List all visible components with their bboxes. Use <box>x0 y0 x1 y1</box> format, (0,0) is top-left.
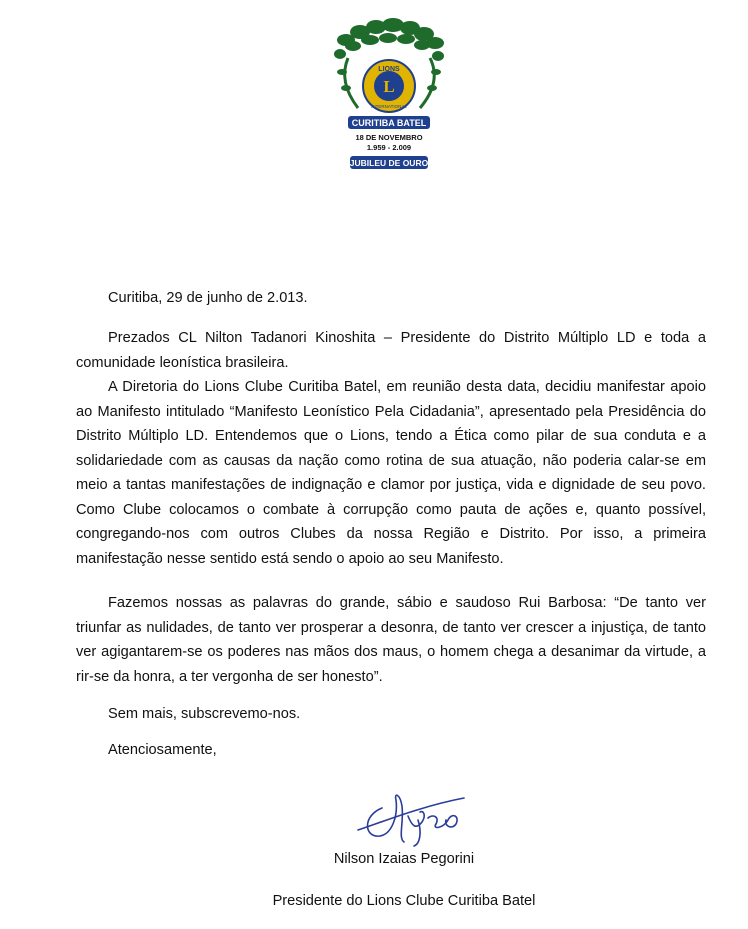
signer-title: Presidente do Lions Clube Curitiba Batel <box>272 893 536 909</box>
svg-text:INTERNATIONAL: INTERNATIONAL <box>371 104 407 109</box>
signer-name: Nilson Izaias Pegorini <box>333 851 475 867</box>
lions-emblem-icon <box>363 60 415 112</box>
svg-text:L: L <box>383 77 395 96</box>
letter-paragraph: A Diretoria do Lions Clube Curitiba Batel, em reunião desta data, decidiu manifestar apoio ao Manifesto intitulado “Manifesto Leonístico Pela Cidadania”, apresentado pela Presidência do Distrito Múltiplo LD. Entendemos que o Lions, tendo a Ética como pilar de sua conduta e a solidariedade com as causas da nação como rotina de sua atuação, não poderia calar-se em meio a tantas manifestações de indignação e clamor por justiça, vida e dignidade de seu povo. Como Clube colocamos o combate à corrupção como pauta de ações e, quanto possível, congregando-nos com outros Clubes da nossa Região e Distrito. Por isso, a primeira manifestação nesse sentido está sendo o apoio ao seu Manifesto. <box>76 379 706 567</box>
letter-date: Curitiba, 29 de junho de 2.013. <box>108 290 308 306</box>
letter-paragraph: Fazemos nossas as palavras do grande, sábio e saudoso Rui Barbosa: “De tanto ver triunfar as nulidades, de tanto ver prosperar a desonra, de tanto ver crescer a injustiça, de tanto ver agigantarem-se os poderes nas mãos dos maus, o homem chega a desanimar da virtude, a rir-se da honra, a ter vergonha de ser honesto”. <box>76 595 706 685</box>
letter-closing: Sem mais, subscrevemo-nos. <box>108 706 301 722</box>
letter-greeting: Prezados CL Nilton Tadanori Kinoshita – Presidente do Distrito Múltiplo LD e toda a comunidade leonística brasileira. <box>76 330 706 371</box>
lions-club-logo <box>318 12 458 182</box>
handwritten-signature <box>352 786 470 850</box>
letter-signoff: Atenciosamente, <box>108 742 217 758</box>
svg-text:LIONS: LIONS <box>378 66 400 73</box>
svg-text:18 DE NOVEMBRO: 18 DE NOVEMBRO <box>355 133 423 142</box>
tree-canopy-icon <box>334 18 444 61</box>
svg-text:1.959 - 2.009: 1.959 - 2.009 <box>366 143 412 152</box>
svg-text:JUBILEU DE OURO: JUBILEU DE OURO <box>349 158 429 168</box>
svg-text:CURITIBA BATEL: CURITIBA BATEL <box>351 118 427 128</box>
